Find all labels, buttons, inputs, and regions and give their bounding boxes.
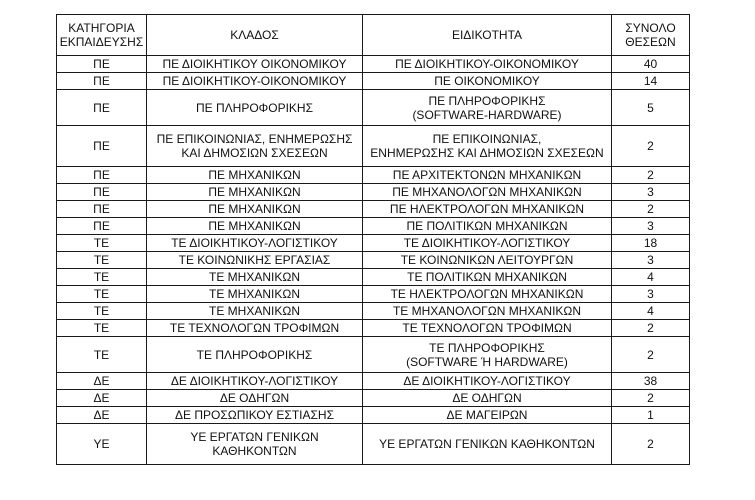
cell-branch-line: ΠΕ ΔΙΟΙΚΗΤΙΚΟΥ ΟΙΚΟΝΟΜΙΚΟΥ (162, 57, 347, 71)
cell-specialty (363, 235, 612, 252)
header-total-line: ΘΕΣΕΩΝ (625, 35, 676, 49)
header-branch-line: ΚΛΑΔΟΣ (230, 28, 279, 42)
cell-total-value: 5 (647, 100, 654, 115)
cell-specialty-line: ΤΕ ΗΛΕΚΤΡΟΛΟΓΩΝ ΜΗΧΑΝΙΚΩΝ (390, 287, 584, 301)
cell-specialty-line: ΔΕ ΔΙΟΙΚΗΤΙΚΟΥ-ΛΟΓΙΣΤΙΚΟΥ (403, 374, 571, 388)
cell-specialty-line: ΤΕ ΤΕΧΝΟΛΟΓΩΝ ΤΡΟΦΙΜΩΝ (402, 321, 572, 335)
cell-branch-line: ΤΕ ΜΗΧΑΝΙΚΩΝ (209, 270, 300, 284)
header-total-line: ΣΥΝΟΛΟ (625, 21, 676, 35)
cell-branch (147, 303, 363, 320)
cell-specialty-line: ΠΕ ΜΗΧΑΝΟΛΟΓΩΝ ΜΗΧΑΝΙΚΩΝ (392, 185, 582, 199)
table-row (57, 390, 690, 407)
cell-branch-line: ΠΕ ΜΗΧΑΝΙΚΩΝ (208, 168, 301, 182)
cell-total (612, 373, 690, 390)
cell-category (57, 424, 147, 465)
cell-category (57, 286, 147, 303)
cell-specialty-line: ΔΕ ΟΔΗΓΩΝ (452, 391, 522, 405)
table-row (57, 56, 690, 73)
cell-branch-line: ΠΕ ΜΗΧΑΝΙΚΩΝ (208, 202, 301, 216)
cell-total-value: 2 (647, 437, 654, 451)
cell-total-value: 40 (643, 57, 658, 71)
cell-specialty-line: ΤΕ ΜΗΧΑΝΟΛΟΓΩΝ ΜΗΧΑΝΙΚΩΝ (392, 304, 582, 318)
cell-specialty (363, 218, 612, 235)
cell-specialty (363, 303, 612, 320)
cell-specialty (363, 407, 612, 424)
cell-total (612, 252, 690, 269)
cell-category (57, 126, 147, 167)
cell-branch (147, 184, 363, 201)
cell-specialty-line: ΕΝΗΜΕΡΩΣΗΣ ΚΑΙ ΔΗΜΟΣΙΩΝ ΣΧΕΣΕΩΝ (370, 146, 604, 160)
cell-category-value: ΤΕ (93, 304, 110, 318)
cell-specialty-line: ΠΕ ΑΡΧΙΤΕΚΤΟΝΩΝ ΜΗΧΑΝΙΚΩΝ (392, 168, 582, 182)
cell-category-value: ΠΕ (93, 202, 110, 216)
cell-branch (147, 126, 363, 167)
table-row (57, 184, 690, 201)
cell-branch (147, 373, 363, 390)
cell-specialty (363, 252, 612, 269)
cell-total-value: 3 (647, 219, 654, 233)
cell-total (612, 90, 690, 126)
cell-total (612, 56, 690, 73)
header-category (57, 15, 147, 56)
cell-specialty (363, 320, 612, 337)
cell-branch (147, 424, 363, 465)
cell-total (612, 424, 690, 465)
cell-total-value: 2 (647, 391, 654, 405)
cell-specialty (363, 286, 612, 303)
cell-category (57, 320, 147, 337)
table-row (57, 218, 690, 235)
cell-branch (147, 390, 363, 407)
header-category-line: ΚΑΤΗΓΟΡΙΑ (68, 21, 135, 35)
cell-category-value: ΤΕ (93, 270, 110, 284)
table-body (57, 56, 690, 465)
table-row (57, 337, 690, 373)
cell-branch-line: ΚΑΘΗΚΟΝΤΩΝ (212, 444, 297, 458)
cell-branch (147, 167, 363, 184)
positions-table (56, 14, 690, 465)
cell-category-value: ΥΕ (93, 437, 110, 451)
cell-branch-line: ΤΕ ΜΗΧΑΝΙΚΩΝ (209, 304, 300, 318)
cell-branch-line: ΚΑΙ ΔΗΜΟΣΙΩΝ ΣΧΕΣΕΩΝ (181, 146, 328, 160)
cell-specialty-line: ΠΕ ΕΠΙΚΟΙΝΩΝΙΑΣ, (432, 132, 542, 146)
cell-branch-line: ΠΕ ΕΠΙΚΟΙΝΩΝΙΑΣ, ΕΝΗΜΕΡΩΣΗΣ (156, 132, 353, 146)
cell-category (57, 407, 147, 424)
cell-specialty (363, 167, 612, 184)
cell-category (57, 337, 147, 373)
table-row (57, 320, 690, 337)
cell-total-value: 4 (647, 270, 654, 284)
cell-branch (147, 73, 363, 90)
cell-category-value: ΠΕ (93, 74, 110, 88)
cell-category (57, 167, 147, 184)
cell-total (612, 126, 690, 167)
cell-branch (147, 218, 363, 235)
cell-category-value: ΠΕ (93, 219, 110, 233)
cell-category-value: ΤΕ (93, 347, 110, 362)
cell-category-value: ΤΕ (93, 321, 110, 335)
cell-category (57, 269, 147, 286)
cell-specialty-line: ΤΕ ΚΟΙΝΩΝΙΚΩΝ ΛΕΙΤΟΥΡΓΩΝ (400, 253, 574, 267)
cell-total-value: 2 (647, 139, 654, 153)
cell-total (612, 320, 690, 337)
cell-branch-line: ΤΕ ΚΟΙΝΩΝΙΚΗΣ ΕΡΓΑΣΙΑΣ (178, 253, 331, 267)
cell-category (57, 73, 147, 90)
cell-specialty-line: ΤΕ ΔΙΟΙΚΗΤΙΚΟΥ-ΛΟΓΙΣΤΙΚΟΥ (403, 236, 571, 250)
cell-total-value: 1 (647, 408, 654, 422)
table-header-row (57, 15, 690, 56)
cell-category-value: ΠΕ (93, 100, 110, 115)
cell-specialty (363, 424, 612, 465)
header-total (612, 15, 690, 56)
cell-specialty-line: (SOFTWARE Ή HARDWARE) (406, 354, 568, 369)
cell-branch (147, 90, 363, 126)
cell-total-value: 2 (647, 347, 654, 362)
cell-branch (147, 269, 363, 286)
table-row (57, 167, 690, 184)
cell-total-value: 3 (647, 287, 654, 301)
cell-specialty (363, 90, 612, 126)
cell-total (612, 303, 690, 320)
cell-branch-line: ΔΕ ΠΡΟΣΩΠΙΚΟΥ ΕΣΤΙΑΣΗΣ (174, 408, 335, 422)
cell-category (57, 218, 147, 235)
cell-category-value: ΠΕ (93, 168, 110, 182)
cell-branch-line: ΠΕ ΔΙΟΙΚΗΤΙΚΟΥ-ΟΙΚΟΝΟΜΙΚΟΥ (162, 74, 347, 88)
table-row (57, 286, 690, 303)
cell-specialty (363, 269, 612, 286)
cell-total (612, 269, 690, 286)
cell-specialty-line: (SOFTWARE-HARDWARE) (412, 107, 562, 122)
cell-specialty (363, 184, 612, 201)
cell-total (612, 286, 690, 303)
cell-total-value: 2 (647, 202, 654, 216)
cell-total-value: 4 (647, 304, 654, 318)
cell-branch-line: ΠΕ ΜΗΧΑΝΙΚΩΝ (208, 185, 301, 199)
cell-total-value: 2 (647, 321, 654, 335)
cell-total-value: 3 (647, 253, 654, 267)
cell-total (612, 184, 690, 201)
cell-category (57, 235, 147, 252)
cell-branch-line: ΤΕ ΔΙΟΙΚΗΤΙΚΟΥ-ΛΟΓΙΣΤΙΚΟΥ (171, 236, 338, 250)
header-specialty-line: ΕΙΔΙΚΟΤΗΤΑ (451, 28, 523, 42)
cell-branch (147, 56, 363, 73)
cell-total (612, 407, 690, 424)
cell-branch-line: ΤΕ ΤΕΧΝΟΛΟΓΩΝ ΤΡΟΦΙΜΩΝ (169, 321, 340, 335)
cell-total (612, 167, 690, 184)
cell-total-value: 2 (647, 168, 654, 182)
cell-total-value: 18 (643, 236, 658, 250)
table-row (57, 269, 690, 286)
table-row (57, 303, 690, 320)
cell-category (57, 56, 147, 73)
cell-category-value: ΤΕ (93, 287, 110, 301)
table-row (57, 252, 690, 269)
cell-branch-line: ΠΕ ΜΗΧΑΝΙΚΩΝ (208, 219, 301, 233)
cell-branch-line: ΔΕ ΔΙΟΙΚΗΤΙΚΟΥ-ΛΟΓΙΣΤΙΚΟΥ (170, 374, 339, 388)
cell-specialty-line: ΤΕ ΠΛΗΡΟΦΟΡΙΚΗΣ (429, 340, 545, 355)
cell-specialty (363, 390, 612, 407)
cell-branch-line: ΠΕ ΠΛΗΡΟΦΟΡΙΚΗΣ (195, 100, 314, 115)
cell-total (612, 73, 690, 90)
cell-specialty-line: ΠΕ ΟΙΚΟΝΟΜΙΚΟΥ (434, 74, 540, 88)
cell-specialty-line: ΠΕ ΠΟΛΙΤΙΚΩΝ ΜΗΧΑΝΙΚΩΝ (406, 219, 568, 233)
cell-specialty (363, 126, 612, 167)
cell-specialty-line: ΥΕ ΕΡΓΑΤΩΝ ΓΕΝΙΚΩΝ ΚΑΘΗΚΟΝΤΩΝ (379, 437, 595, 451)
cell-category-value: ΠΕ (93, 139, 110, 153)
cell-total-value: 3 (647, 185, 654, 199)
cell-branch (147, 320, 363, 337)
cell-specialty (363, 201, 612, 218)
table-row (57, 235, 690, 252)
cell-specialty (363, 73, 612, 90)
cell-branch (147, 252, 363, 269)
cell-category (57, 303, 147, 320)
table-row (57, 407, 690, 424)
cell-category-value: ΤΕ (93, 236, 110, 250)
cell-branch (147, 337, 363, 373)
cell-specialty-line: ΠΕ ΠΛΗΡΟΦΟΡΙΚΗΣ (428, 93, 546, 108)
cell-branch (147, 201, 363, 218)
cell-total-value: 14 (643, 74, 658, 88)
cell-specialty-line: ΠΕ ΔΙΟΙΚΗΤΙΚΟΥ-ΟΙΚΟΝΟΜΙΚΟΥ (395, 57, 579, 71)
table-row (57, 126, 690, 167)
header-branch (147, 15, 363, 56)
cell-total (612, 218, 690, 235)
cell-category-value: ΔΕ (93, 408, 110, 422)
cell-category (57, 252, 147, 269)
cell-specialty-line: ΔΕ ΜΑΓΕΙΡΩΝ (446, 408, 528, 422)
table-row (57, 201, 690, 218)
table-row (57, 424, 690, 465)
cell-branch-line: ΔΕ ΟΔΗΓΩΝ (219, 391, 290, 405)
cell-category (57, 201, 147, 218)
cell-category (57, 184, 147, 201)
cell-total (612, 235, 690, 252)
cell-branch (147, 286, 363, 303)
cell-total (612, 390, 690, 407)
cell-specialty (363, 373, 612, 390)
cell-total-value: 38 (643, 374, 658, 388)
cell-category-value: ΔΕ (93, 374, 110, 388)
table-row (57, 90, 690, 126)
cell-category (57, 390, 147, 407)
table-row (57, 73, 690, 90)
header-category-line: ΕΚΠΑΙΔΕΥΣΗΣ (59, 35, 144, 49)
cell-specialty-line: ΠΕ ΗΛΕΚΤΡΟΛΟΓΩΝ ΜΗΧΑΝΙΚΩΝ (389, 202, 585, 216)
cell-branch-line: ΥΕ ΕΡΓΑΤΩΝ ΓΕΝΙΚΩΝ (190, 430, 319, 444)
cell-specialty (363, 337, 612, 373)
cell-category-value: ΠΕ (93, 57, 110, 71)
cell-category-value: ΠΕ (93, 185, 110, 199)
cell-total (612, 337, 690, 373)
cell-specialty-line: ΤΕ ΠΟΛΙΤΙΚΩΝ ΜΗΧΑΝΙΚΩΝ (407, 270, 567, 284)
cell-branch-line: ΤΕ ΜΗΧΑΝΙΚΩΝ (209, 287, 300, 301)
cell-category (57, 90, 147, 126)
header-specialty (363, 15, 612, 56)
cell-branch (147, 407, 363, 424)
cell-specialty (363, 56, 612, 73)
cell-category-value: ΤΕ (93, 253, 110, 267)
cell-branch (147, 235, 363, 252)
table-row (57, 373, 690, 390)
cell-category-value: ΔΕ (93, 391, 110, 405)
cell-branch-line: ΤΕ ΠΛΗΡΟΦΟΡΙΚΗΣ (196, 347, 313, 362)
cell-category (57, 373, 147, 390)
cell-total (612, 201, 690, 218)
